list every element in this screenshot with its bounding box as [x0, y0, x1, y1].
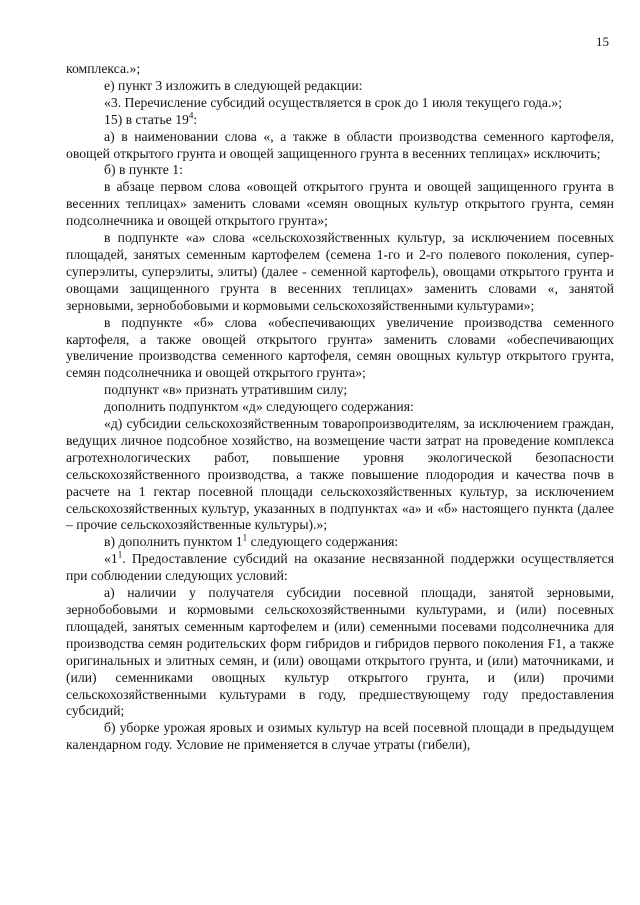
paragraph-text: «1 [104, 551, 118, 567]
paragraph [66, 112, 614, 129]
paragraph: «д) субсидии сельскохозяйственным товаропроизводителям, за исключением граждан, ведущих личное подсобное хозяйство, на возмещение части затрат на проведение комплекса агротехнологических работ, повышение уровня экологической безопасности сельскохозяйственного производства, а также повышение плодородия и качества почв в расчете на 1 гектар посевной площади сельскохозяйственных культур, за исключением сельскохозяйственных культур, указанных в подпунктах «а» и «б» настоящего пункта (далее – прочие сельскохозяйственные культуры).»; [66, 416, 614, 533]
paragraph-text: : [193, 111, 198, 127]
paragraph-text: в) дополнить пунктом 1 [104, 534, 243, 550]
paragraph: в подпункте «а» слова «сельскохозяйственных культур, за исключением посевных площадей, занятых семенным картофелем (семена 1-го и 2-го полевого поколения, супер-суперэлиты, суперэлиты, элиты) (далее - семенной картофель), овощами открытого грунта и овощами защищенного грунта в весенних теплицах» заменить словами «, занятой зерновыми, зернобобовыми и кормовыми сельскохозяйственными культурами»; [66, 230, 614, 313]
paragraph: е) пункт 3 изложить в следующей редакции: [104, 77, 363, 93]
paragraph: б) уборке урожая яровых и озимых культур на всей посевной площади в предыдущем календарном году. Условие не применяется в случае утраты (гибели), [66, 720, 614, 753]
page-number: 15 [596, 34, 609, 49]
paragraph: а) в наименовании слова «, а также в области производства семенного картофеля, овощей открытого грунта и овощей защищенного грунта в весенних теплицах» исключить; [66, 128, 614, 161]
paragraph: «3. Перечисление субсидий осуществляется в срок до 1 июля текущего года.»; [104, 94, 563, 110]
paragraph-text: . Предоставление субсидий на оказание несвязанной поддержки осуществляется при соблюдении следующих условий: [66, 551, 614, 584]
superscript: 1 [242, 532, 248, 543]
paragraph: в подпункте «б» слова «обеспечивающих увеличение производства семенного картофеля, а также овощей открытого грунта» заменить словами «обеспечивающих увеличение производства семенного картофеля, семян овощных культур открытого грунта, семян подсолнечника и овощей открытого грунта»; [66, 314, 614, 381]
document-body [66, 61, 614, 754]
paragraph-text: следующего содержания: [247, 534, 399, 550]
paragraph: комплекса.»; [66, 61, 141, 76]
paragraph: дополнить подпунктом «д» следующего содержания: [104, 399, 414, 415]
paragraph: а) наличии у получателя субсидии посевной площади, занятой зерновыми, зернобобовыми и кормовыми сельскохозяйственными культурами, и (или) посевных площадей, занятых семенным картофелем и (или) семенными посевами подсолнечника для производства семян родительских форм гибридов и гибридов первого поколения F1, а также оригинальных и элитных семян, и (или) овощами открытого грунта, и (или) маточниками, и (или) семенниками овощных культур открытого грунта, и (или) прочими сельскохозяйственными культурами в году, предшествующему году предоставления субсидий; [66, 585, 614, 719]
superscript: 1 [117, 549, 123, 560]
paragraph-text: 15) в статье 19 [104, 111, 189, 127]
superscript: 4 [188, 110, 194, 121]
paragraph [66, 534, 614, 551]
paragraph: в абзаце первом слова «овощей открытого грунта и овощей защищенного грунта в весенних теплицах» заменить словами «семян овощных культур открытого грунта, семян подсолнечника и овощей открытого грунта»; [66, 179, 614, 229]
paragraph [66, 551, 614, 585]
paragraph: подпункт «в» признать утратившим силу; [104, 382, 348, 398]
paragraph: б) в пункте 1: [104, 162, 183, 178]
